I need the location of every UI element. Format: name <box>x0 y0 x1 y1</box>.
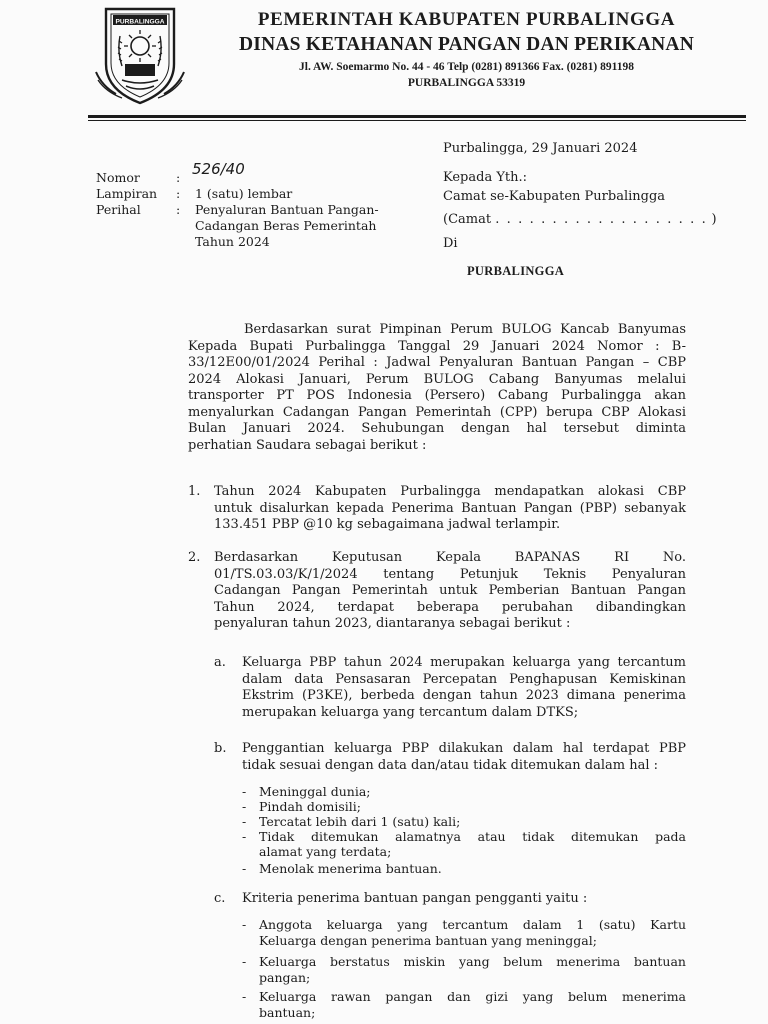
point-2-line: 01/TS.03.03/K/1/2024 tentang Petunjuk Teknis Penyaluran <box>214 566 686 582</box>
letter-date: Purbalingga, 29 Januari 2024 <box>443 141 638 156</box>
letterhead-address: Jl. AW. Soemarmo No. 44 - 46 Telp (0281) 891366 Fax. (0281) 891198 <box>299 61 634 73</box>
sub-b-item <box>259 829 686 859</box>
point-1-line: Tahun 2024 Kabupaten Purbalingga mendapatkan alokasi CBP <box>214 484 686 499</box>
point-2-line: penyaluran tahun 2023, diantaranya sebagai berikut : <box>214 616 571 631</box>
letterhead-rule-thin <box>88 120 746 121</box>
nomor-handwritten-value: 526/40 <box>192 160 245 178</box>
sub-c-letter: c. <box>214 891 226 906</box>
recipient-line: Camat se-Kabupaten Purbalingga <box>443 189 666 204</box>
sub-c-item-line: Keluarga rawan pangan dan gizi yang belum menerima <box>259 989 686 1004</box>
sub-a-line: Keluarga PBP tahun 2024 merupakan keluarga yang tercantum <box>242 655 686 670</box>
perihal-line: Penyaluran Bantuan Pangan- <box>195 202 379 217</box>
intro-line: 2024 Alokasi Januari, Perum BULOG Cabang Banyumas melalui <box>188 371 686 387</box>
recipient-camat-open: (Camat <box>443 212 492 227</box>
point-2-number: 2. <box>188 550 201 565</box>
perihal-label: Perihal <box>96 202 141 217</box>
sub-b-item-line: alamat yang terdata; <box>259 844 392 859</box>
sub-c-text: Kriteria penerima bantuan pangan pengganti yaitu : <box>242 891 588 906</box>
lampiran-colon: : <box>176 186 181 201</box>
point-1-number: 1. <box>188 484 201 499</box>
recipient-di: Di <box>443 236 458 251</box>
sub-b-letter: b. <box>214 741 227 756</box>
letterhead-government: PEMERINTAH KABUPATEN PURBALINGGA <box>257 9 676 30</box>
intro-line: perhatian Saudara sebagai berikut : <box>188 437 427 453</box>
recipient-camat-close: ) <box>711 212 717 227</box>
recipient-place: PURBALINGGA <box>467 264 565 278</box>
sub-a-line: merupakan keluarga yang tercantum dalam DTKS; <box>242 704 579 720</box>
logo-text: PURBALINGGA <box>115 18 165 26</box>
intro-paragraph <box>188 322 686 454</box>
intro-line: 33/12E00/01/2024 Perihal : Jadwal Penyaluran Bantuan Pangan – CBP <box>188 355 686 370</box>
point-2-line: Cadangan Pangan Pemerintah untuk Pemberian Bantuan Pangan <box>214 583 686 598</box>
bullet-dash: - <box>242 799 247 814</box>
point-1-line: untuk disalurkan kepada Penerima Bantuan Pangan (PBP) sebanyak <box>214 500 686 516</box>
sub-c-item <box>259 954 686 986</box>
lampiran-label: Lampiran <box>96 186 158 201</box>
sub-b-line: Penggantian keluarga PBP dilakukan dalam hal terdapat PBP <box>242 741 686 756</box>
sub-c-item-line: Keluarga berstatus miskin yang belum menerima bantuan <box>259 954 686 969</box>
sub-b-text <box>242 741 686 774</box>
sub-c-item-line: bantuan; <box>259 1005 316 1020</box>
perihal-line: Cadangan Beras Pemerintah <box>195 218 377 233</box>
regency-emblem-logo <box>92 6 188 108</box>
sub-b-item: Meninggal dunia; <box>259 784 371 799</box>
recipient-salutation: Kepada Yth.: <box>443 170 528 185</box>
sub-c-item <box>259 917 686 949</box>
sub-b-line: tidak sesuai dengan data dan/atau tidak ditemukan dalam hal : <box>242 757 659 773</box>
sub-c-item <box>259 989 686 1021</box>
perihal-line: Tahun 2024 <box>195 234 270 249</box>
bullet-dash: - <box>242 917 247 932</box>
bullet-dash: - <box>242 954 247 969</box>
nomor-colon: : <box>176 170 181 185</box>
nomor-label: Nomor <box>96 170 140 185</box>
lampiran-value: 1 (satu) lembar <box>195 186 293 201</box>
sub-b-item-line: Tidak ditemukan alamatnya atau tidak ditemukan pada <box>259 829 686 844</box>
letterhead-rule-thick <box>88 115 746 118</box>
sub-c-item-line: pangan; <box>259 970 311 985</box>
sub-a-line: Ekstrim (P3KE), berbeda dengan tahun 2023 dimana penerima <box>242 688 686 703</box>
bullet-dash: - <box>242 989 247 1004</box>
intro-line: Berdasarkan surat Pimpinan Perum BULOG Kancab Banyumas <box>244 322 686 337</box>
sub-b-item: Pindah domisili; <box>259 799 361 814</box>
sub-b-item: Tercatat lebih dari 1 (satu) kali; <box>259 814 461 829</box>
sub-a-line: dalam data Pensasaran Percepatan Penghapusan Kemiskinan <box>242 671 686 687</box>
point-1-text <box>214 484 686 534</box>
sub-b-item: Menolak menerima bantuan. <box>259 861 442 876</box>
perihal-colon: : <box>176 202 181 217</box>
point-2-line: Tahun 2024, terdapat beberapa perubahan dibandingkan <box>214 599 686 615</box>
intro-line: Bulan Januari 2024. Sehubungan dengan hal tersebut diminta <box>188 421 686 436</box>
point-2-text <box>214 550 686 633</box>
recipient-camat <box>443 212 717 228</box>
point-2-line: Berdasarkan Keputusan Kepala BAPANAS RI No. <box>214 550 686 565</box>
intro-line: transporter PT POS Indonesia (Persero) Cabang Purbalingga akan <box>188 388 686 403</box>
sub-c-item-line: Anggota keluarga yang tercantum dalam 1 (satu) Kartu <box>259 917 686 932</box>
intro-line: Kepada Bupati Purbalingga Tanggal 29 Januari 2024 Nomor : B- <box>188 338 686 354</box>
letterhead-agency: DINAS KETAHANAN PANGAN DAN PERIKANAN <box>239 34 694 55</box>
sub-a-letter: a. <box>214 655 226 670</box>
intro-line: menyalurkan Cadangan Pangan Pemerintah (CPP) berupa CBP Alokasi <box>188 404 686 420</box>
bullet-dash: - <box>242 829 247 844</box>
letterhead-city: PURBALINGGA 53319 <box>407 77 526 89</box>
sub-a-text <box>242 655 686 721</box>
point-1-line: 133.451 PBP @10 kg sebagaimana jadwal terlampir. <box>214 517 561 532</box>
recipient-camat-dots: . . . . . . . . . . . . . . . . . . . <box>495 212 708 227</box>
bullet-dash: - <box>242 784 247 799</box>
sub-c-item-line: Keluarga dengan penerima bantuan yang meninggal; <box>259 933 597 948</box>
bullet-dash: - <box>242 861 247 876</box>
bullet-dash: - <box>242 814 247 829</box>
